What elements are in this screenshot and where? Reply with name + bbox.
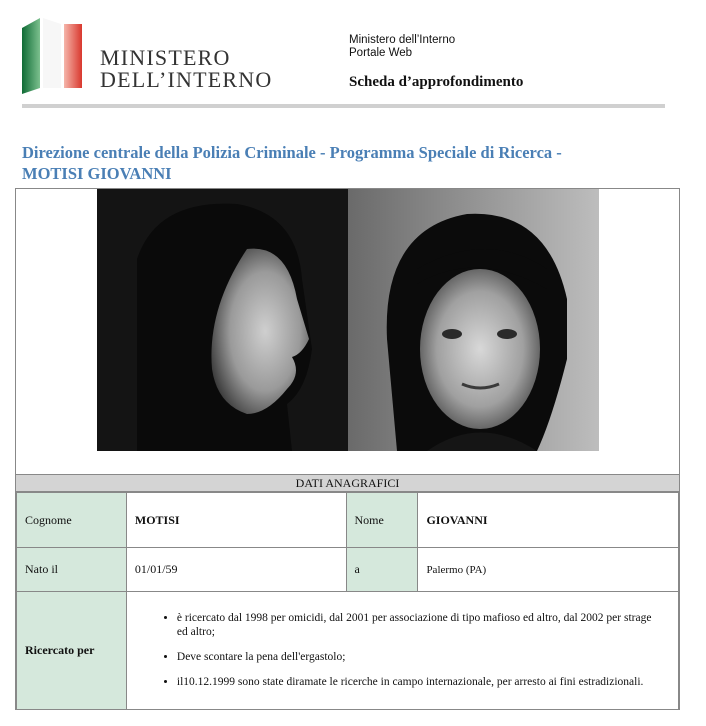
- list-item: • il10.12.1999 sono state diramate le ricerche in campo internazionale, per arresto ai fini estradizionali.: [177, 675, 660, 689]
- name-value: GIOVANNI: [418, 493, 679, 548]
- table-row: [17, 592, 679, 710]
- mugshot-photo: [97, 189, 599, 451]
- document-title: [22, 142, 682, 184]
- surname-value: MOTISI: [126, 493, 346, 548]
- record-card: [15, 188, 680, 710]
- place-value: Palermo (PA): [418, 548, 679, 592]
- portal-line-2: Portale Web: [349, 47, 413, 59]
- wanted-label: Ricercato per: [17, 592, 127, 710]
- personal-data-header: DATI ANAGRAFICI: [16, 474, 679, 492]
- wanted-reasons-cell: [126, 592, 678, 710]
- list-item: • Deve scontare la pena dell'ergastolo;: [177, 650, 660, 664]
- ministry-flag-logo: [22, 18, 82, 94]
- surname-label: Cognome: [17, 493, 127, 548]
- born-value: 01/01/59: [126, 548, 346, 592]
- table-row: [17, 493, 679, 548]
- portal-info: [349, 34, 455, 60]
- title-line-1: Direzione centrale della Polizia Criminale - Programma Speciale di Ricerca -: [22, 143, 562, 162]
- list-item: • è ricercato dal 1998 per omicidi, dal 2001 per associazione di tipo mafioso ed altro, dal 2002 per strage ed altro;: [177, 611, 660, 639]
- place-label: a: [346, 548, 418, 592]
- ministry-logo-text: [100, 47, 272, 91]
- table-row: [17, 548, 679, 592]
- portal-line-1: Ministero dell’Interno: [349, 34, 456, 46]
- sheet-title: Scheda d’approfondimento: [349, 74, 524, 90]
- title-line-2: MOTISI GIOVANNI: [22, 164, 172, 183]
- personal-data-table: [16, 492, 679, 710]
- header-divider: [22, 104, 665, 108]
- logo-line-2: DELL’INTERNO: [100, 67, 273, 92]
- born-label: Nato il: [17, 548, 127, 592]
- logo-line-1: MINISTERO: [100, 45, 231, 70]
- wanted-reasons-list: [135, 611, 670, 689]
- name-label: Nome: [346, 493, 418, 548]
